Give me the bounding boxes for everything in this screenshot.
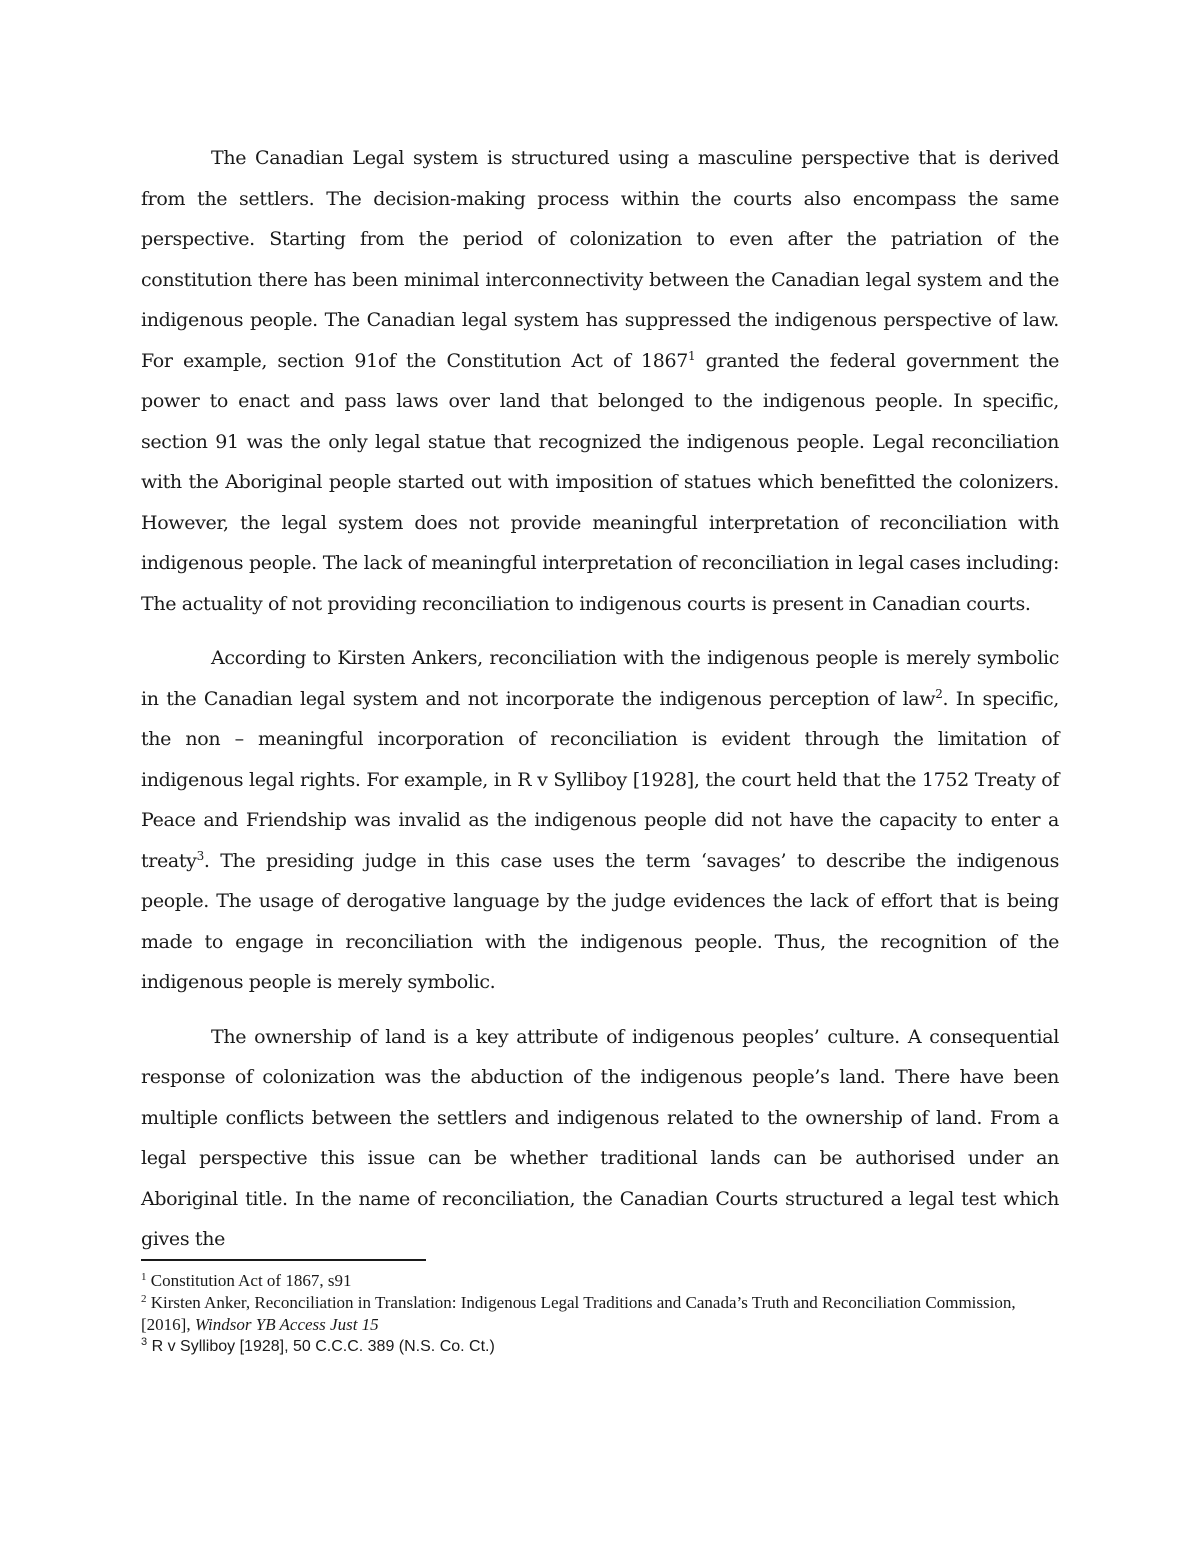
paragraph-1-text-b: granted the federal government the power to enact and pass laws over land that belonged to the indigenous people. In specific, section 91 was the only legal statue that recognized the indigenous people. Legal reconciliation with the Aboriginal people started out with imposition of statues which benefitted the colonizers. However, the legal system does not provide meaningful interpretation of reconciliation with indigenous people. The lack of meaningful interpretation of reconciliation in legal cases including: The actuality of not providing reconciliation to indigenous courts is present in Canadian courts. (141, 349, 1059, 615)
footnote-ref-3[interactable]: 3 (196, 848, 204, 863)
paragraph-2-text-a: According to Kirsten Ankers, reconciliation with the indigenous people is merely symbolic in the Canadian legal system and not incorporate the indigenous perception of law (141, 647, 1059, 710)
footnote-1-text: Constitution Act of 1867, s91 (146, 1271, 352, 1290)
footnote-2-text: Kirsten Anker, Reconciliation in Translation: Indigenous Legal Traditions and Canada’s Truth and Reconciliation Commission, [2016], (141, 1293, 1016, 1334)
footnote-separator (141, 1259, 426, 1261)
footnote-3-mark: 3 (141, 1336, 148, 1348)
footnote-3-text: R v Sylliboy [1928], 50 C.C.C. 389 (N.S. Co. Ct.) (147, 1338, 495, 1355)
footnote-1 (141, 1270, 1059, 1292)
paragraph-1-text-a: The Canadian Legal system is structured using a masculine perspective that is derived from the settlers. The decision-making process within the courts also encompass the same perspective. Starting from the period of colonization to even after the patriation of the constitution there has been minimal interconnectivity between the Canadian legal system and the indigenous people. The Canadian legal system has suppressed the indigenous perspective of law. For example, section 91of the Constitution Act of 1867 (141, 147, 1059, 372)
footnote-3 (141, 1336, 1059, 1358)
paragraph-2-text-c: . The presiding judge in this case uses the term ‘savages’ to describe the indigenous people. The usage of derogative language by the judge evidences the lack of effort that is being made to engage in reconciliation with the indigenous people. Thus, the recognition of the indigenous people is merely symbolic. (141, 849, 1059, 993)
footnotes (141, 1270, 1059, 1358)
paragraph-2 (141, 638, 1059, 1003)
footnote-2 (141, 1292, 1059, 1336)
footnote-2-mark: 2 (141, 1293, 147, 1305)
footnote-1-mark: 1 (141, 1271, 147, 1283)
footnote-2-citation: Windsor YB Access Just 15 (194, 1315, 379, 1334)
paragraph-3 (141, 1017, 1059, 1260)
paragraph-2-text-b: . In specific, the non – meaningful incorporation of reconciliation is evident through the limitation of indigenous legal rights. For example, in R v Sylliboy [1928], the court held that the 1752 Treaty of Peace and Friendship was invalid as the indigenous people did not have the capacity to enter a treaty (141, 687, 1059, 872)
footnote-ref-2[interactable]: 2 (935, 686, 943, 701)
footnote-ref-1[interactable]: 1 (688, 348, 696, 363)
paragraph-1 (141, 138, 1059, 624)
body-text (141, 138, 1059, 1274)
paragraph-3-text: The ownership of land is a key attribute of indigenous peoples’ culture. A consequential response of colonization was the abduction of the indigenous people’s land. There have been multiple conflicts between the settlers and indigenous related to the ownership of land. From a legal perspective this issue can be whether traditional lands can be authorised under an Aboriginal title. In the name of reconciliation, the Canadian Courts structured a legal test which gives the (141, 1025, 1059, 1250)
